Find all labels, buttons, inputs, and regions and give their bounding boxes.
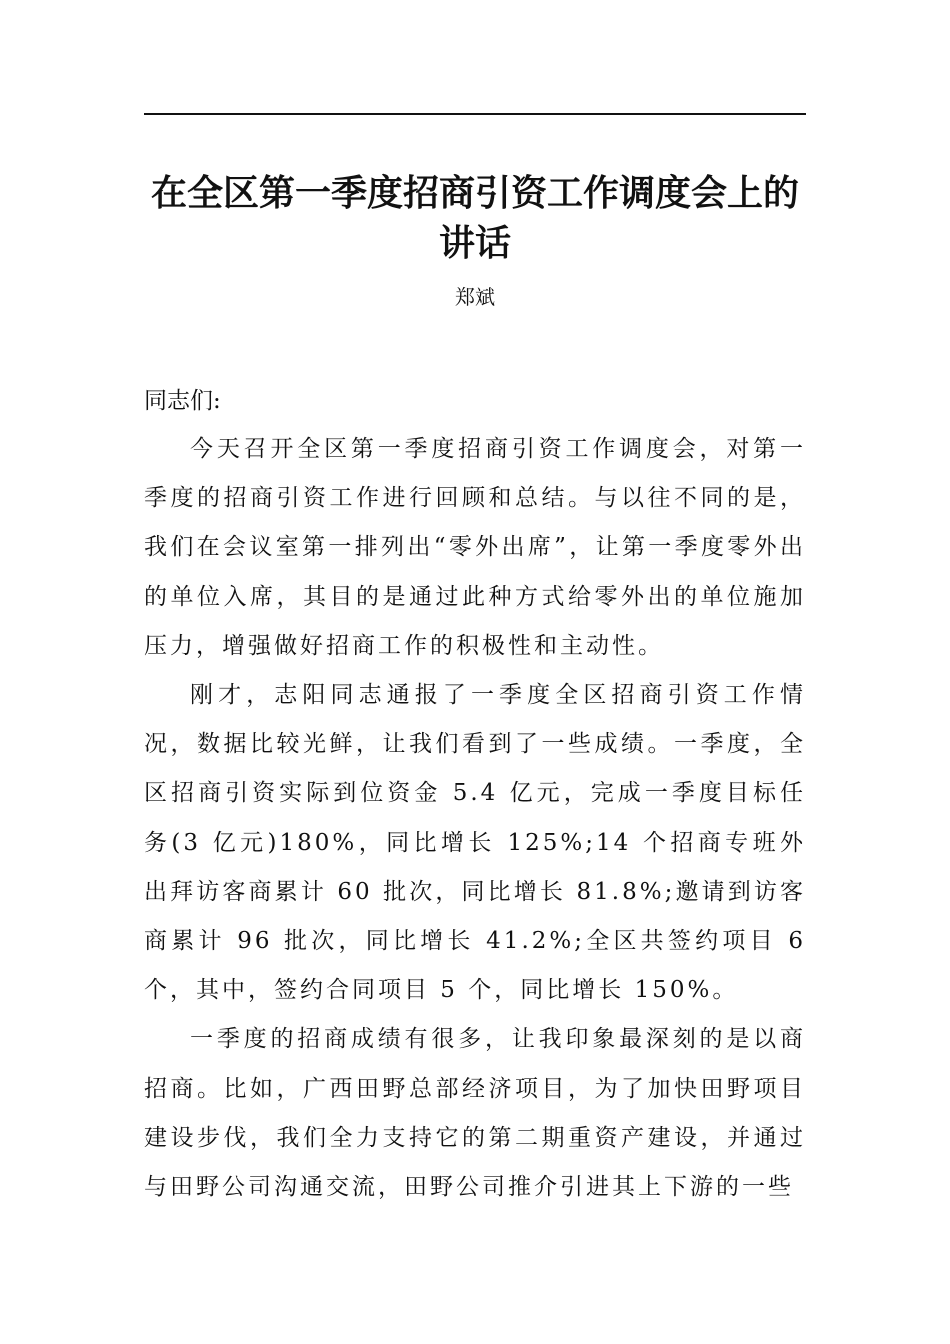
document-title: 在全区第一季度招商引资工作调度会上的讲话 — [150, 172, 799, 264]
paragraph-3: 一季度的招商成绩有很多，让我印象最深刻的是以商招商。比如，广西田野总部经济项目，为了加快田野项目建设步伐，我们全力支持它的第二期重资产建设，并通过与田野公司沟通交流，田野公司推介引进其上下游的一些 — [144, 1026, 806, 1201]
paragraph-1: 今天召开全区第一季度招商引资工作调度会，对第一季度的招商引资工作进行回顾和总结。与以往不同的是，我们在会议室第一排列出“零外出席”，让第一季度零外出的单位入席，其目的是通过此种方式给零外出的单位施加压力，增强做好招商工作的积极性和主动性。 — [144, 436, 806, 659]
salutation: 同志们: — [144, 388, 221, 414]
paragraph-2: 刚才，志阳同志通报了一季度全区招商引资工作情况，数据比较光鲜，让我们看到了一些成绩。一季度，全区招商引资实际到位资金 5.4 亿元，完成一季度目标任务(3 亿元)180%，同比增长 125%;14 个招商专班外出拜访客商累计 60 批次，同比增长 81.8%;邀请到访客商累计 96 批次，同比增长 41.2%;全区共签约项目 6 个，其中，签约合同项目 5 个，同比增长 150%。 — [144, 682, 806, 1004]
document-body — [144, 377, 806, 1212]
document-author: 郑斌 — [455, 285, 495, 309]
header-rule — [144, 113, 806, 115]
